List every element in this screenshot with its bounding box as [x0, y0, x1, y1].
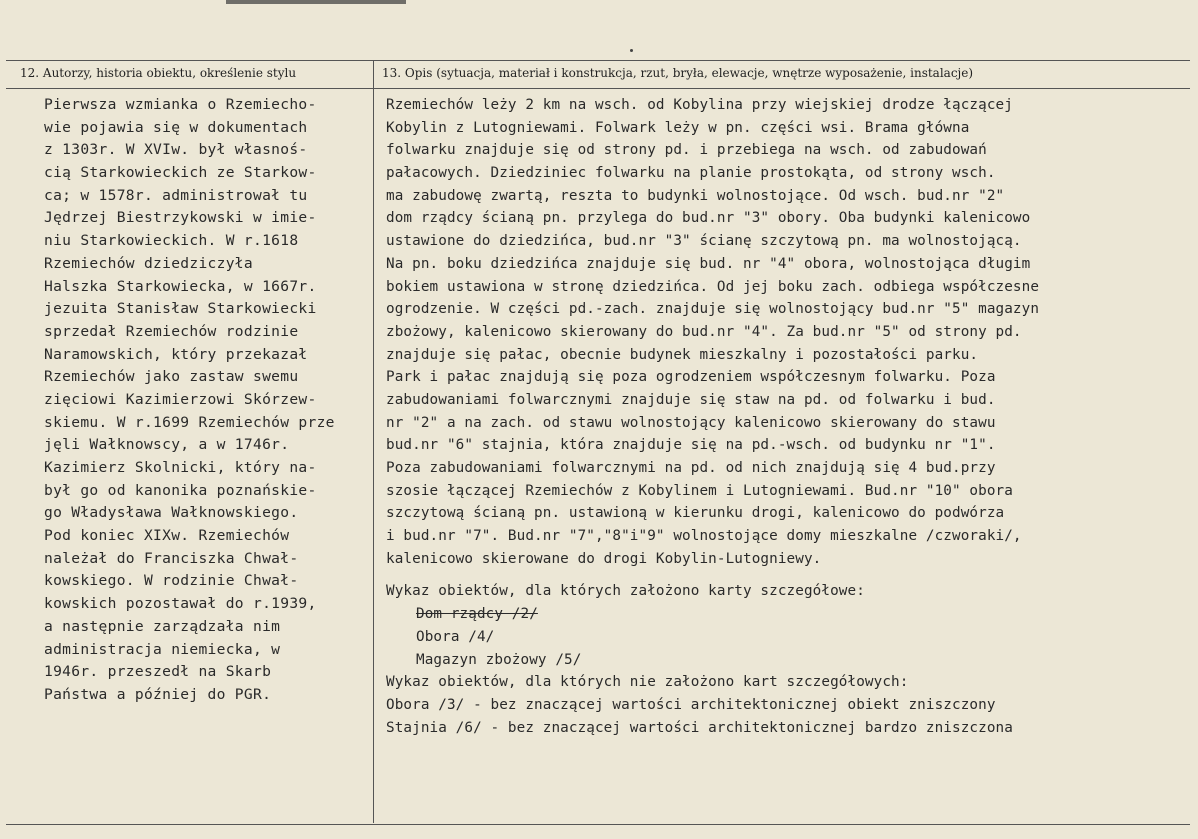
- history-line: kowskich pozostawał do r.1939,: [44, 595, 317, 613]
- history-line: kowskiego. W rodzinie Chwał-: [44, 572, 299, 590]
- history-line: administracja niemiecka, w: [44, 640, 281, 658]
- description-line: zbożowy, kalenicowo skierowany do bud.nr "4". Za bud.nr "5" od strony pd.: [386, 323, 1022, 340]
- history-line: był go od kanonika poznańskie-: [44, 481, 317, 499]
- history-line: ca; w 1578r. administrował tu: [44, 186, 308, 204]
- description-line: i bud.nr "7". Bud.nr "7","8"i"9" wolnostojące domy mieszkalne /czworaki/,: [386, 528, 1022, 545]
- description-line: Rzemiechów leży 2 km na wsch. od Kobylina przy wiejskiej drodze łączącej: [386, 97, 1013, 113]
- history-line: a następnie zarządzała nim: [44, 617, 281, 635]
- history-line: z 1303r. W XVIw. był własnoś-: [44, 141, 308, 159]
- cards-list-item: [386, 603, 1186, 626]
- description-line: szosie łączącej Rzemiechów z Kobylinem i Lutogniewami. Bud.nr "10" obora: [386, 482, 1013, 499]
- description-line: bud.nr "6" stajnia, która znajduje się na pd.-wsch. od budynku nr "1".: [386, 437, 996, 454]
- history-line: Halszka Starkowiecka, w 1667r.: [44, 277, 317, 295]
- history-line: skiemu. W r.1699 Rzemiechów prze: [44, 413, 335, 431]
- header-divider: [6, 88, 1190, 89]
- cards-list-title: Wykaz obiektów, dla których założono karty szczegółowe:: [386, 583, 865, 600]
- history-line: wie pojawia się w dokumentach: [44, 118, 308, 136]
- no-cards-list-item: Stajnia /6/ - bez znaczącej wartości architektonicznej bardzo zniszczona: [386, 719, 1013, 736]
- history-line: Rzemiechów dziedziczyła: [44, 254, 253, 272]
- history-line: należał do Franciszka Chwał-: [44, 549, 299, 567]
- struck-item-text: Dom rządcy /2/: [416, 606, 538, 623]
- history-line: niu Starkowieckich. W r.1618: [44, 232, 299, 250]
- description-line: ma zabudowę zwartą, reszta to budynki wolnostojące. Od wsch. bud.nr "2": [386, 187, 1005, 204]
- column-divider: [373, 60, 374, 823]
- description-line: folwarku znajduje się od strony pd. i przebiega na wsch. od zabudowań: [386, 142, 987, 159]
- history-line: sprzedał Rzemiechów rodzinie: [44, 322, 299, 340]
- history-line: Naramowskich, który przekazał: [44, 345, 308, 363]
- history-line: jęli Wałknowscy, a w 1746r.: [44, 436, 290, 454]
- no-cards-list-item: Obora /3/ - bez znaczącej wartości architektonicznej obiekt zniszczony: [386, 696, 996, 713]
- history-line: zięciowi Kazimierzowi Skórzew-: [44, 390, 317, 408]
- history-line: Pierwsza wzmianka o Rzemiecho-: [44, 96, 317, 113]
- description-text: [386, 94, 1186, 739]
- description-line: zabudowaniami folwarcznymi znajduje się staw na pd. od folwarku i bud.: [386, 391, 996, 408]
- description-line: Poza zabudowaniami folwarcznymi na pd. od nich znajdują się 4 bud.przy: [386, 460, 996, 476]
- history-line: cią Starkowieckich ze Starkow-: [44, 164, 317, 182]
- cards-list-item: Obora /4/: [416, 628, 495, 645]
- description-line: nr "2" a na zach. od stawu wolnostojący kalenicowo skierowany do stawu: [386, 414, 996, 431]
- history-line: Pod koniec XIXw. Rzemiechów: [44, 527, 290, 545]
- description-line: pałacowych. Dziedziniec folwarku na planie prostokąta, od strony wsch.: [386, 165, 996, 182]
- description-line: dom rządcy ścianą pn. przylega do bud.nr "3" obory. Oba budynki kalenicowo: [386, 210, 1031, 227]
- spacer: [386, 570, 1186, 580]
- description-line: Park i pałac znajdują się poza ogrodzeniem współczesnym folwarku. Poza: [386, 369, 996, 386]
- history-line: Kazimierz Skolnicki, który na-: [44, 459, 317, 476]
- description-line: kalenicowo skierowane do drogi Kobylin-Lutogniewy.: [386, 550, 822, 567]
- no-cards-list-title: Wykaz obiektów, dla których nie założono kart szczegółowych:: [386, 674, 909, 691]
- cards-list-item: Magazyn zbożowy /5/: [416, 651, 582, 668]
- history-line: jezuita Stanisław Starkowiecki: [44, 300, 317, 318]
- description-line: bokiem ustawiona w stronę dziedzińca. Od jej boku zach. odbiega współczesne: [386, 278, 1040, 295]
- description-line: Na pn. boku dziedzińca znajduje się bud. nr "4" obora, wolnostojąca długim: [386, 255, 1031, 272]
- history-line: go Władysława Wałknowskiego.: [44, 504, 299, 522]
- history-line: Rzemiechów jako zastaw swemu: [44, 368, 299, 386]
- history-line: Jędrzej Biestrzykowski w imie-: [44, 209, 317, 227]
- top-rule: [226, 0, 406, 4]
- history-line: Państwa a później do PGR.: [44, 685, 272, 703]
- ink-dot: [630, 49, 633, 52]
- section-13-header: 13. Opis (sytuacja, materiał i konstrukcja, rzut, bryła, elewacje, wnętrze wyposażenie, instalacje): [382, 66, 974, 80]
- description-line: ogrodzenie. W części pd.-zach. znajduje się wolnostojący bud.nr "5" magazyn: [386, 301, 1040, 318]
- description-line: ustawione do dziedzińca, bud.nr "3" ścianę szczytową pn. ma wolnostojącą.: [386, 233, 1022, 250]
- history-text: [44, 94, 364, 707]
- history-line: 1946r. przeszedł na Skarb: [44, 663, 272, 681]
- section-12-header: 12. Autorzy, historia obiektu, określenie stylu: [20, 66, 297, 80]
- description-line: Kobylin z Lutogniewami. Folwark leży w pn. części wsi. Brama główna: [386, 119, 970, 136]
- description-line: szczytową ścianą pn. ustawioną w kierunku drogi, kalenicowo do podwórza: [386, 505, 1005, 522]
- description-line: znajduje się pałac, obecnie budynek mieszkalny i pozostałości parku.: [386, 346, 979, 363]
